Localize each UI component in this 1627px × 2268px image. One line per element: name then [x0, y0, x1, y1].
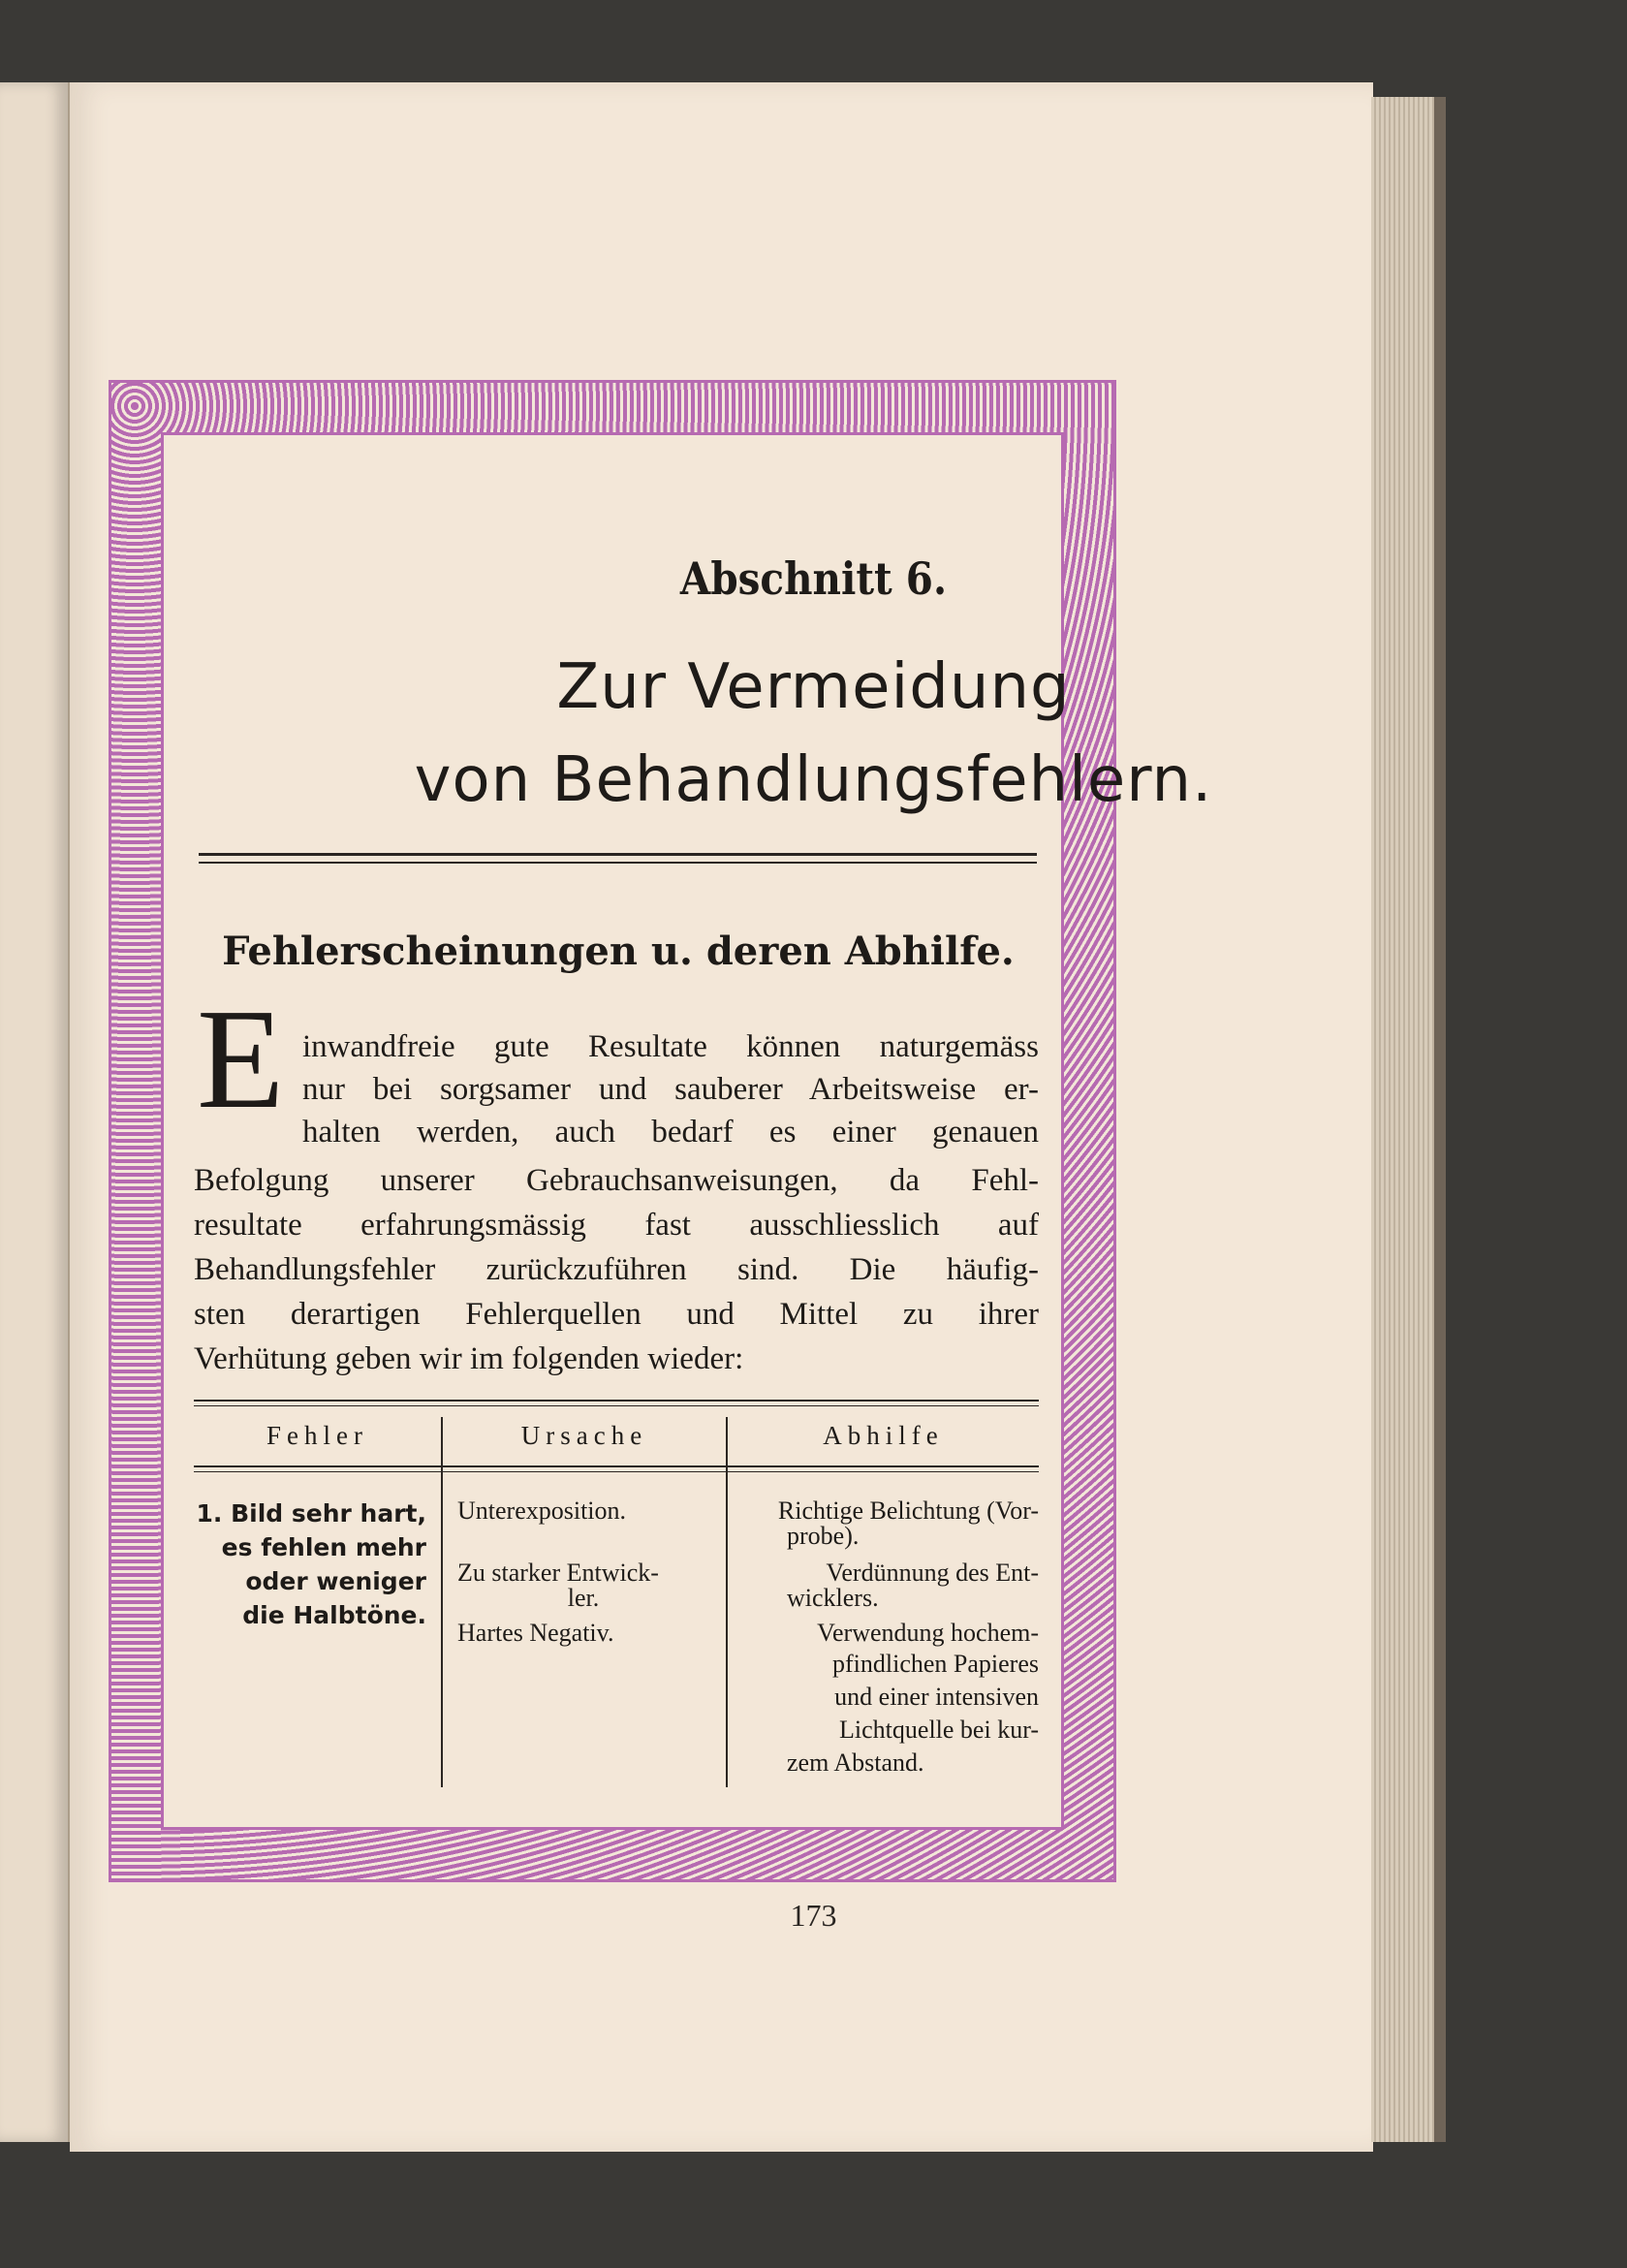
fix-cell: [738, 1496, 1039, 1797]
error-line: es fehlen mehr: [221, 1533, 426, 1561]
chapter-title-line-1: Zur Vermeidung: [556, 651, 1071, 723]
cause-line: Hartes Negativ.: [457, 1619, 614, 1647]
header-rule-thin: [194, 1471, 1039, 1472]
error-line: oder weniger: [245, 1567, 426, 1595]
error-line: 1. Bild sehr hart,: [196, 1499, 426, 1528]
table-top-rule-thin: [194, 1405, 1039, 1406]
fix-line: zem Abstand.: [787, 1748, 924, 1777]
column-divider: [726, 1417, 728, 1787]
chapter-heading: Abschnitt 6.: [679, 552, 948, 605]
fix-line: und einer intensiven: [834, 1683, 1039, 1711]
fix-line: Richtige Belichtung (Vor-: [777, 1496, 1039, 1525]
page-stack-edge: [1371, 97, 1446, 2142]
cause-line: ler.: [567, 1584, 600, 1612]
fix-line: Verdünnung des Ent-: [826, 1559, 1039, 1587]
header-rule: [194, 1465, 1039, 1467]
cause-line: Unterexposition.: [457, 1496, 627, 1525]
table-top-rule: [194, 1400, 1039, 1402]
paragraph-line: Befolgung unserer Gebrauchsanweisungen, da Fehl-: [194, 1163, 1039, 1198]
fix-line: pfindlichen Papieres: [832, 1650, 1039, 1678]
cause-line: Zu starker Entwick-: [457, 1559, 659, 1587]
title-divider: [199, 853, 1037, 864]
fix-line: wicklers.: [787, 1584, 879, 1612]
header-fehler: Fehler: [266, 1421, 368, 1450]
chapter-title-line-2: von Behandlungsfehlern.: [414, 744, 1213, 816]
paragraph-line: nur bei sorgsamer und sauberer Arbeitsweise er-: [302, 1072, 1039, 1107]
paragraph-line: halten werden, auch bedarf es einer genauen: [302, 1115, 1039, 1150]
paragraph-line: Behandlungsfehler zurückzuführen sind. Die häufig-: [194, 1252, 1039, 1287]
error-table: [194, 1400, 1039, 1787]
fix-line: Verwendung hochem-: [817, 1619, 1039, 1647]
header-abhilfe: Abhilfe: [823, 1421, 944, 1450]
header-ursache: Ursache: [520, 1421, 648, 1450]
section-heading: Fehlerscheinungen u. deren Abhilfe.: [222, 929, 1015, 974]
paragraph-line: inwandfreie gute Resultate können naturgemäss: [302, 1029, 1039, 1064]
column-divider: [441, 1417, 443, 1787]
paragraph-line: resultate erfahrungsmässig fast ausschliesslich auf: [194, 1208, 1039, 1243]
page-number: 173: [790, 1898, 837, 1933]
error-cell: [194, 1496, 426, 1632]
paragraph-line: sten derartigen Fehlerquellen und Mittel zu ihrer: [194, 1297, 1039, 1332]
fix-line: probe).: [787, 1522, 860, 1550]
error-line: die Halbtöne.: [242, 1601, 426, 1629]
left-page-edge: [0, 82, 71, 2142]
paragraph-line: Verhütung geben wir im folgenden wieder:: [194, 1341, 744, 1376]
drop-cap: E: [197, 980, 285, 1139]
fix-line: Lichtquelle bei kur-: [839, 1716, 1039, 1744]
